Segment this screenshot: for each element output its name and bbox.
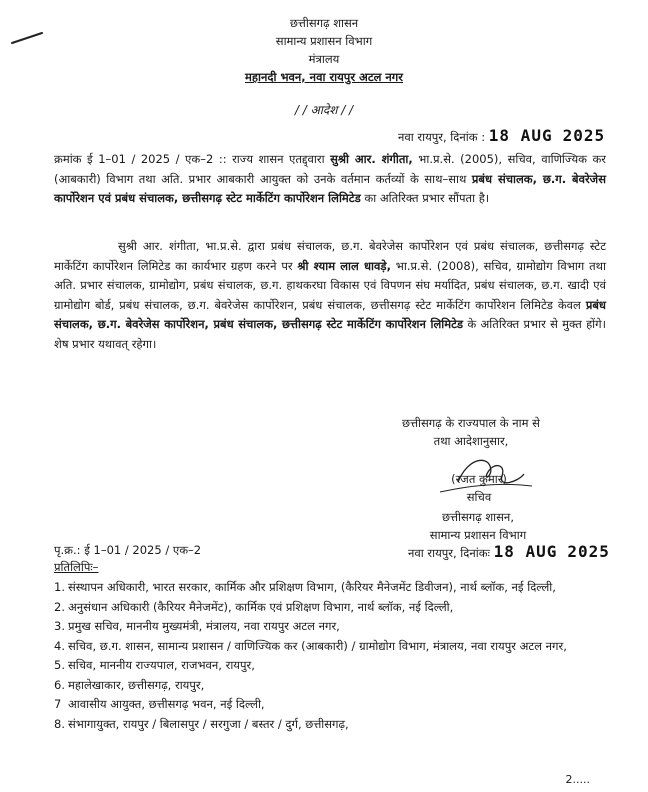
- order-paragraph-1: [54, 150, 606, 209]
- signatory-name: (रजत कुमार): [451, 472, 507, 486]
- date-stamp: [489, 126, 605, 145]
- copy-item-text: अनुसंधान अधिकारी (कैरियर मैनेजमेंट), कार्मिक एवं प्रशिक्षण विभाग, नार्थ ब्लॉक, नई दिल्ली,: [68, 599, 454, 614]
- endorsement-stamp-year: 2025: [567, 542, 610, 561]
- list-item: [54, 617, 610, 637]
- endorsement-number: पृ.क्र.: ई 1–01 / 2025 / एक–2: [54, 543, 202, 557]
- order-date-line: [398, 126, 605, 145]
- copy-item-text: सचिव, छ.ग. शासन, सामान्य प्रशासन / वाणिज्यिक कर (आबकारी) / ग्रामोद्योग विभाग, मंत्रालय, नवा रायपुर अटल नगर,: [68, 638, 567, 653]
- list-item: [54, 637, 610, 657]
- para2-text2: भा.प्र.से. (2008), सचिव, ग्रामोद्योग विभाग तथा अति. प्रभार संचालक, ग्रामोद्योग, प्रबंध संचालक, छ.ग. हाथकरघा विकास एवं विपणन संघ मर्यादित, प्रबंध संचालक, छ.ग. खादी एवं ग्रामोद्योग बोर्ड, प्रबंध संचालक, छ.ग. बेवरेजेस कार्पोरेशन, प्रबंध संचालक, छत्तीसगढ़ स्टेट मार्केटिंग कार्पोरेशन लिमिटेड केवल: [54, 258, 606, 312]
- signatory-dept-1: छत्तीसगढ़ शासन,: [442, 510, 514, 524]
- copy-item-number: 1.: [54, 580, 65, 594]
- order-paragraph-2: [54, 237, 606, 354]
- header-address: महानदी भवन, नवा रायपुर अटल नगर: [245, 70, 403, 84]
- para2-relieved-charge: प्रबंध संचालक, छ.ग. बेवरेजेस कार्पोरेशन, प्रबंध संचालक, छत्तीसगढ़ स्टेट मार्केटिंग कार्पोरेशन लिमिटेड: [54, 297, 606, 331]
- list-item: [54, 598, 610, 618]
- header-government: छत्तीसगढ़ शासन: [289, 16, 359, 30]
- copy-item-text: महालेखाकार, छत्तीसगढ़, रायपुर,: [68, 677, 205, 692]
- authority-block: [356, 414, 586, 450]
- copy-item-text: संभागायुक्त, रायपुर / बिलासपुर / सरगुजा / बस्तर / दुर्ग, छत्तीसगढ़,: [68, 716, 349, 731]
- copy-list: [54, 578, 610, 734]
- list-item: [54, 656, 610, 676]
- para1-lead: :: राज्य शासन एतद्द्वारा: [213, 152, 331, 166]
- signatory-designation: सचिव: [466, 490, 492, 504]
- date-stamp-year: 2025: [562, 126, 606, 145]
- order-title: / / आदेश / /: [294, 103, 354, 117]
- para1-text2: का अतिरिक्त प्रभार सौंपता है।: [360, 191, 490, 205]
- list-item: [54, 695, 610, 715]
- endorsement-date-stamp: [494, 542, 610, 561]
- page-number: 2.....: [565, 773, 590, 786]
- signatory-dept-2: सामान्य प्रशासन विभाग: [429, 528, 527, 542]
- order-number: क्रमांक ई 1–01 / 2025 / एक–2: [54, 152, 214, 166]
- list-item: [54, 578, 610, 598]
- copy-item-number: 5.: [54, 658, 65, 672]
- copy-item-text: संस्थापन अधिकारी, भारत सरकार, कार्मिक और प्रशिक्षण विभाग, (कैरियर मैनेजमेंट डिवीजन), नार्थ ब्लॉक, नई दिल्ली,: [68, 580, 556, 594]
- copy-heading: प्रतिलिपिः–: [54, 560, 99, 574]
- signatory-department: [398, 508, 558, 544]
- officer-name-2: श्री श्याम लाल धावड़े,: [297, 258, 391, 273]
- list-item: [54, 715, 610, 735]
- copy-item-number: 4.: [54, 638, 65, 653]
- authority-line-2: तथा आदेशानुसार,: [433, 434, 509, 448]
- copy-item-number: 2.: [54, 599, 65, 614]
- copy-item-number: 7: [54, 697, 62, 711]
- endorsement-stamp-day-month: 18 AUG: [493, 542, 558, 561]
- endorsement-date-line: [408, 542, 610, 561]
- copy-item-text: आवासीय आयुक्त, छत्तीसगढ़ भवन, नई दिल्ली,: [68, 697, 265, 711]
- para1-text1: भा.प्र.से. (2005), सचिव, वाणिज्यिक कर (आबकारी) विभाग तथा अति. प्रभार आबकारी आयुक्त को उनके वर्तमान कर्तव्यों के साथ–साथ: [54, 152, 607, 186]
- date-label: नवा रायपुर, दिनांक :: [398, 130, 486, 144]
- date-stamp-day-month: 18 AUG: [488, 126, 553, 145]
- header-department: सामान्य प्रशासन विभाग: [275, 34, 373, 48]
- copy-item-text: प्रमुख सचिव, माननीय मुख्यमंत्री, मंत्रालय, नवा रायपुर अटल नगर,: [68, 619, 340, 633]
- para2-text3: के अतिरिक्त प्रभार से मुक्त होंगे।शेष प्रभार यथावत् रहेगा।: [54, 317, 606, 351]
- officer-name-1: सुश्री आर. शंगीता,: [330, 152, 413, 166]
- copy-item-text: सचिव, माननीय राज्यपाल, राजभवन, रायपुर,: [68, 658, 255, 672]
- copy-item-number: 3.: [54, 619, 65, 633]
- header-ministry: मंत्रालय: [308, 52, 340, 66]
- para2-text1: सुश्री आर. शंगीता, भा.प्र.से. द्वारा प्रबंध संचालक, छ.ग. बेवरेजेस कार्पोरेशन एवं प्रबंध संचालक, छत्तीसगढ़ स्टेट मार्केटिंग कार्पोरेशन लिमिटेड का कार्यभार ग्रहण करने पर: [54, 239, 606, 273]
- para1-charge: प्रबंध संचालक, छ.ग. बेवरेजेस कार्पोरेशन एवं प्रबंध संचालक, छत्तीसगढ़ स्टेट मार्केटिंग कार्पोरेशन लिमिटेड: [54, 171, 606, 205]
- copy-item-number: 6.: [54, 677, 65, 692]
- authority-line-1: छत्तीसगढ़ के राज्यपाल के नाम से: [402, 416, 540, 430]
- signatory-block: [416, 470, 542, 506]
- endorsement-date-label: नवा रायपुर, दिनांकः: [408, 546, 490, 560]
- copy-item-number: 8.: [54, 716, 65, 731]
- list-item: [54, 676, 610, 696]
